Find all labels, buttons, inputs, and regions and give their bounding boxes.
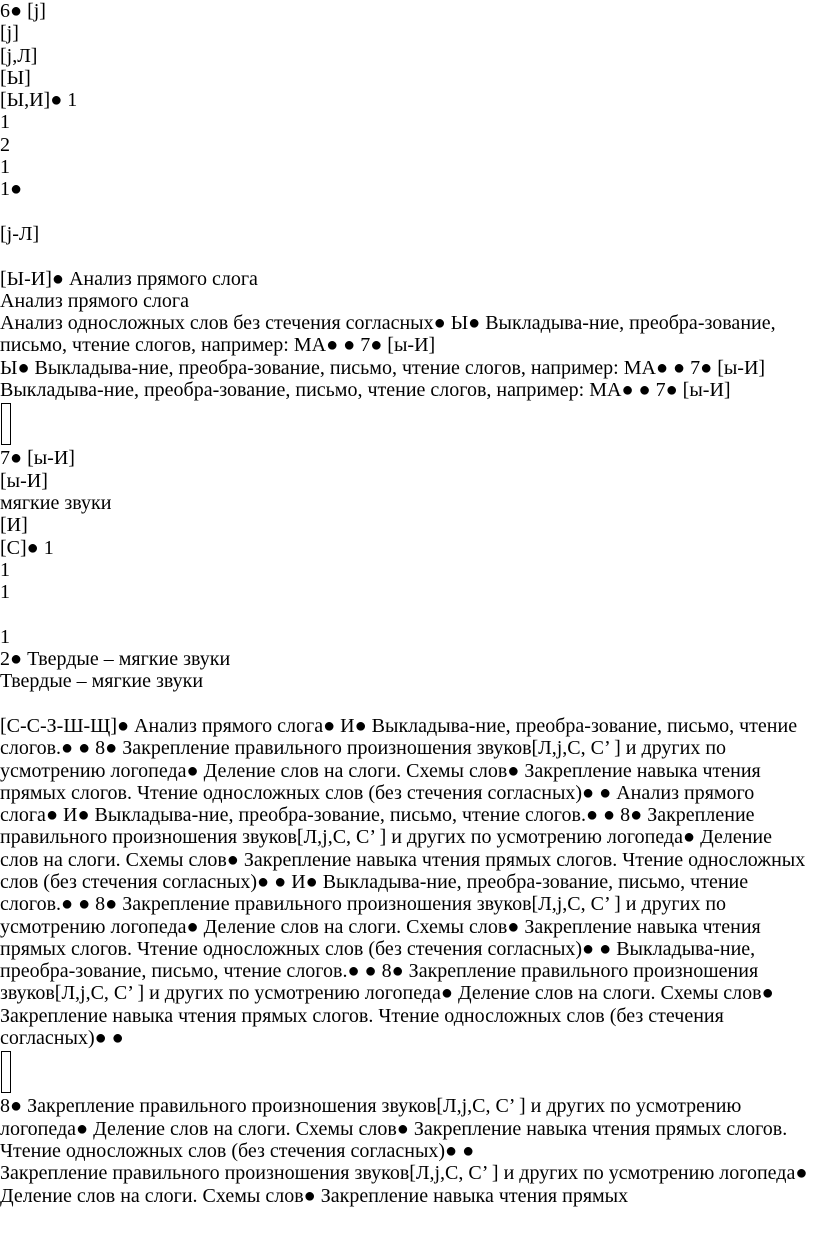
text-paragraph: Выкладыва-ние, преобра-зование, письмо, чтение слогов, например: МА● ● 7● [ы-И] <box>0 379 731 402</box>
text-paragraph: Закрепление правильного произношения звуков[Л,j,С, С’ ] и других по усмотрению логопеда● Деление слов на слоги. Схемы слов● Закрепление навыка чтения прямых <box>0 1162 808 1207</box>
text-line: 1 <box>0 156 10 179</box>
blank-line <box>0 603 816 625</box>
text-line: 7● [ы-И] <box>0 447 75 470</box>
text-line: 1 <box>0 111 10 134</box>
text-line: [j] <box>0 22 19 45</box>
empty-cell-box <box>1 403 11 445</box>
text-paragraph: Анализ односложных слов без стечения согласных● Ы● Выкладыва-ние, преобра-зование, письмо, чтение слогов, например: МА● ● 7● [ы-И] <box>0 312 776 357</box>
text-line: 2 <box>0 133 10 156</box>
text-line: Твердые – мягкие звуки <box>0 670 204 693</box>
text-line: [j-Л] <box>0 222 40 245</box>
text-paragraph: Ы● Выкладыва-ние, преобра-зование, письмо, чтение слогов, например: МА● ● 7● [ы-И] <box>0 356 766 379</box>
text-line: мягкие звуки <box>0 491 112 514</box>
text-paragraph: 8● Закрепление правильного произношения звуков[Л,j,С, С’ ] и других по усмотрению логопеда● Деление слов на слоги. Схемы слов● Закрепление навыка чтения прямых слогов. Чтение односложных слов (без стечения согласных)● ● <box>0 1095 788 1162</box>
text-line: [Ы] <box>0 66 31 89</box>
blank-line <box>0 693 816 715</box>
text-paragraph: [С-С-З-Ш-Щ]● Анализ прямого слога● И● Выкладыва-ние, преобра-зование, письмо, чтение слогов.● ● 8● Закрепление правильного произношения звуков[Л,j,С, С’ ] и других по усмотрению логопеда● Деление слов на слоги. Схемы слов● Закрепление навыка чтения прямых слогов. Чтение односложных слов (без стечения согласных)● ● Анализ прямого слога● И● Выкладыва-ние, преобра-зование, письмо, чтение слогов.● ● 8● Закрепление правильного произношения звуков[Л,j,С, С’ ] и других по усмотрению логопеда● Деление слов на слоги. Схемы слов● Закрепление навыка чтения прямых слогов. Чтение односложных слов (без стечения согласных)● ● И● Выкладыва-ние, преобра-зование, письмо, чтение слогов.● ● 8● Закрепление правильного произношения звуков[Л,j,С, С’ ] и других по усмотрению логопеда● Деление слов на слоги. Схемы слов● Закрепление навыка чтения прямых слогов. Чтение односложных слов (без стечения согласных)● ● Выкладыва-ние, преобра-зование, письмо, чтение слогов.● ● 8● Закрепление правильного произношения звуков[Л,j,С, С’ ] и других по усмотрению логопеда● Деление слов на слоги. Схемы слов● Закрепление навыка чтения прямых слогов. Чтение односложных слов (без стечения согласных)● ● <box>0 714 806 1050</box>
text-line: 6● [j] <box>0 0 46 22</box>
text-line: [С]● 1 <box>0 536 54 559</box>
text-line: Анализ прямого слога <box>0 289 189 312</box>
text-line: 1 <box>0 581 10 604</box>
text-line: [И] <box>0 514 28 537</box>
text-line: [Ы,И]● 1 <box>0 89 78 112</box>
blank-line <box>0 245 816 267</box>
text-line: 2● Твердые – мягкие звуки <box>0 648 231 671</box>
text-line: 1 <box>0 625 10 648</box>
blank-line <box>0 201 816 223</box>
text-line: 1 <box>0 558 10 581</box>
text-line: [j,Л] <box>0 44 38 67</box>
empty-cell-box <box>1 1051 11 1093</box>
text-line: 1● <box>0 178 23 201</box>
text-line: [Ы-И]● Анализ прямого слога <box>0 267 258 290</box>
text-line: [ы-И] <box>0 469 48 492</box>
